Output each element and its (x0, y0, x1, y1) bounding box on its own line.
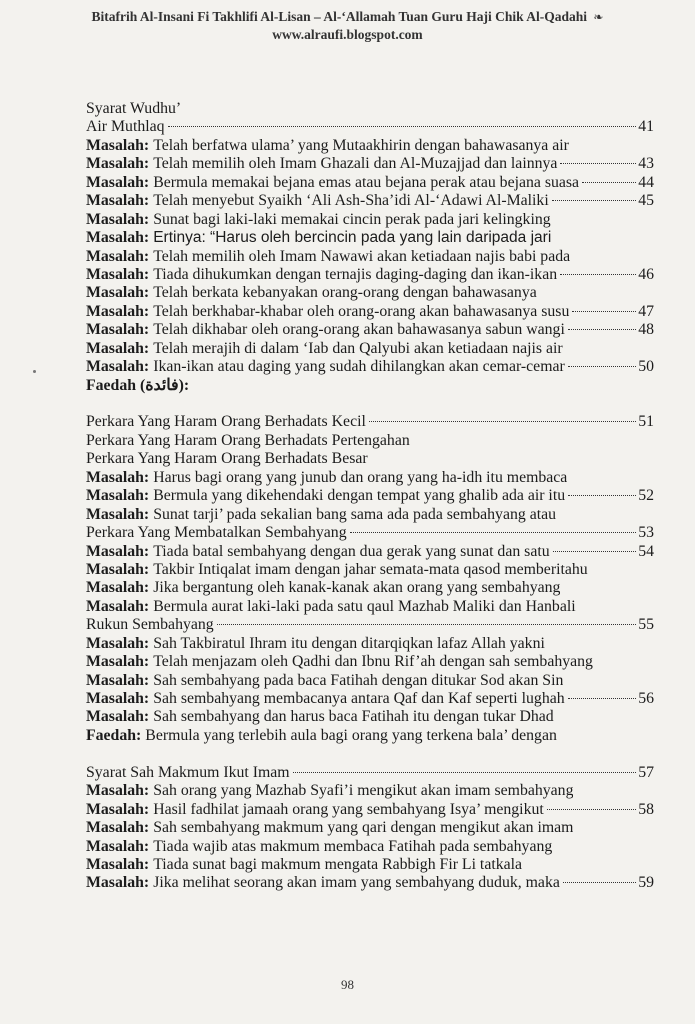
toc-entry (86, 838, 654, 856)
entry-label: Masalah: (86, 542, 150, 560)
entry-text (86, 838, 552, 856)
toc-entry (86, 174, 654, 192)
entry-title: Tiada batal sembahyang dengan dua gerak yang sunat dan satu (153, 542, 550, 560)
section-gap (86, 395, 654, 413)
toc-entry (86, 192, 654, 210)
dot-leader (369, 421, 636, 422)
toc-entry (86, 874, 654, 892)
entry-title: Hasil fadhilat jamaah orang yang sembahyang Isya’ mengikut (153, 800, 544, 818)
toc-entry (86, 155, 654, 173)
entry-label: Masalah: (86, 634, 150, 652)
entry-text (86, 100, 181, 118)
toc-entry (86, 358, 654, 376)
entry-text (86, 727, 557, 745)
book-title: Bitafrih Al-Insani Fi Takhlifi Al-Lisan – Al-‘Allamah Tuan Guru Haji Chik Al-Qadahi (91, 9, 588, 24)
entry-label: Masalah: (86, 247, 150, 265)
entry-page-number: 44 (638, 173, 654, 191)
dot-leader (560, 274, 636, 275)
toc-entry (86, 340, 654, 358)
entry-text (86, 874, 560, 892)
entry-title: Sah sembahyang dan harus baca Fatihah itu dengan tukar Dhad (153, 708, 554, 726)
entry-text (86, 174, 579, 192)
dot-leader (547, 809, 636, 810)
toc-entry (86, 248, 654, 266)
entry-text (86, 340, 563, 358)
entry-text (86, 524, 347, 542)
toc-entry (86, 598, 654, 616)
dot-leader (217, 624, 637, 625)
toc-entry (86, 506, 654, 524)
entry-label: Faedah (فائدة): (86, 376, 190, 394)
entry-title: Sah Takbiratul Ihram itu dengan ditarqiqkan lafaz Allah yakni (153, 634, 545, 652)
entry-text (86, 782, 573, 800)
entry-title: Perkara Yang Haram Orang Berhadats Pertengahan (86, 431, 410, 449)
entry-text (86, 284, 537, 302)
entry-label: Masalah: (86, 855, 150, 873)
toc-entry (86, 284, 654, 302)
entry-text (86, 321, 565, 339)
entry-page-number: 53 (638, 524, 654, 542)
entry-title: Syarat Wudhu’ (86, 100, 182, 117)
toc-entry (86, 764, 654, 782)
dot-leader (563, 882, 636, 883)
entry-label: Masalah: (86, 874, 150, 892)
entry-title: Bermula yang dikehendaki dengan tempat yang ghalib ada air itu (153, 487, 566, 505)
toc-entry (86, 819, 654, 837)
entry-label: Masalah: (86, 690, 150, 707)
entry-page-number: 59 (638, 874, 654, 892)
entry-text (86, 469, 567, 487)
toc-entry (86, 450, 654, 468)
entry-title: Telah berkhabar-khabar oleh orang-orang akan bahawasanya susu (153, 302, 570, 320)
entry-label: Masalah: (86, 173, 150, 191)
entry-page-number: 46 (638, 265, 654, 283)
entry-label: Masalah: (86, 671, 150, 689)
entry-title: Telah memilih oleh Imam Nawawi akan ketiadaan najis babi pada (153, 247, 571, 265)
entry-title: Tiada wajib atas makmum membaca Fatihah pada sembahyang (153, 837, 553, 855)
entry-title: Harus bagi orang yang junub dan orang yang ha-idh itu membaca (153, 468, 568, 486)
dot-leader (568, 366, 636, 367)
entry-label: Masalah: (86, 339, 150, 357)
toc-entry (86, 616, 654, 634)
scan-speck (33, 370, 36, 373)
entry-text (86, 303, 569, 321)
entry-label: Masalah: (86, 487, 150, 505)
entry-text (86, 561, 588, 579)
entry-title: Telah memilih oleh Imam Ghazali dan Al-Muzajjad dan lainnya (153, 155, 558, 173)
entry-text (86, 616, 214, 634)
toc-entry (86, 469, 654, 487)
entry-title: Jika melihat seorang akan imam yang sembahyang duduk, maka (153, 874, 560, 892)
entry-title: Bermula yang terlebih aula bagi orang yang terkena bala’ dengan (145, 726, 557, 744)
entry-text (86, 358, 565, 376)
entry-page-number: 50 (638, 358, 654, 376)
entry-title: Sah sembahyang pada baca Fatihah dengan ditukar Sod akan Sin (153, 671, 564, 689)
entry-page-number: 41 (638, 118, 654, 136)
toc-entry (86, 524, 654, 542)
entry-title: Ertinya: “Harus oleh bercincin pada yang lain daripada jari (153, 229, 552, 247)
entry-label: Masalah: (86, 800, 150, 818)
ornament-icon: ❧ (593, 10, 604, 24)
entry-text (86, 598, 576, 616)
entry-title: Telah menjazam oleh Qadhi dan Ibnu Rif’ah dengan sah sembahyang (153, 653, 593, 671)
dot-leader (568, 495, 636, 496)
toc-entry (86, 690, 654, 708)
blog-url: www.alraufi.blogspot.com (272, 27, 423, 42)
entry-title: Rukun Sembahyang (86, 616, 214, 634)
toc-entry (86, 211, 654, 229)
entry-label: Masalah: (86, 505, 150, 523)
toc-entry (86, 377, 654, 395)
entry-text (86, 229, 551, 247)
toc-entry (86, 727, 654, 745)
entry-label: Masalah: (86, 358, 150, 376)
dot-leader (582, 182, 636, 183)
toc-entry (86, 543, 654, 561)
entry-label: Masalah: (86, 468, 150, 486)
entry-title: Sunat bagi laki-laki memakai cincin perak pada jari kelingking (153, 210, 551, 228)
entry-title: Sah orang yang Mazhab Syafi’i mengikut akan imam sembahyang (153, 782, 574, 800)
entry-text (86, 708, 554, 726)
entry-text (86, 543, 550, 561)
entry-text (86, 432, 410, 450)
dot-leader (572, 311, 636, 312)
entry-label: Masalah: (86, 597, 150, 615)
entry-text (86, 211, 551, 229)
entry-title: Telah menyebut Syaikh ‘Ali Ash-Sha’idi Al-‘Adawi Al-Maliki (153, 192, 549, 210)
toc-entry (86, 229, 654, 247)
dot-leader (568, 329, 636, 330)
entry-page-number: 54 (638, 542, 654, 560)
entry-page-number: 48 (638, 321, 654, 339)
entry-label: Masalah: (86, 265, 150, 283)
entry-text (86, 155, 557, 173)
entry-page-number: 55 (638, 616, 654, 634)
entry-text (86, 413, 366, 431)
entry-title: Perkara Yang Membatalkan Sembahyang (86, 524, 347, 542)
entry-title: Air Muthlaq (86, 118, 165, 136)
toc-entry (86, 561, 654, 579)
toc-entry (86, 708, 654, 726)
table-of-contents (86, 100, 654, 893)
entry-label: Masalah: (86, 229, 150, 247)
entry-title: Bermula memakai bejana emas atau bejana perak atau bejana suasa (153, 173, 580, 191)
toc-entry (86, 672, 654, 690)
entry-text (86, 118, 165, 136)
entry-title: Ikan-ikan atau daging yang sudah dihilangkan akan cemar-cemar (153, 358, 565, 376)
entry-page-number: 43 (638, 155, 654, 173)
toc-entry (86, 487, 654, 505)
entry-label: Masalah: (86, 819, 150, 837)
entry-text (86, 635, 545, 653)
entry-text (86, 266, 557, 284)
page-number: 98 (341, 977, 354, 992)
entry-page-number: 47 (638, 302, 654, 320)
section-gap (86, 745, 654, 763)
entry-label: Faedah: (86, 726, 142, 744)
toc-entry (86, 413, 654, 431)
entry-title: Telah berkata kebanyakan orang-orang dengan bahawasanya (153, 284, 537, 302)
entry-text (86, 137, 569, 155)
entry-text (86, 690, 565, 708)
page-header (0, 8, 695, 43)
entry-title: Syarat Sah Makmum Ikut Imam (86, 763, 290, 781)
entry-title: Sunat tarji’ pada sekalian bang sama ada pada sembahyang atau (153, 505, 557, 523)
entry-text (86, 192, 549, 210)
entry-title: Perkara Yang Haram Orang Berhadats Kecil (86, 413, 366, 431)
entry-page-number: 52 (638, 487, 654, 505)
entry-label: Masalah: (86, 560, 150, 578)
entry-title: Tiada sunat bagi makmum mengata Rabbigh Fir Li tatkala (153, 855, 523, 873)
toc-entry (86, 782, 654, 800)
book-title-line (0, 8, 695, 26)
entry-text (86, 764, 290, 782)
dot-leader (552, 200, 636, 201)
entry-title: Telah merajih di dalam ‘Iab dan Qalyubi akan ketiadaan najis air (153, 339, 563, 357)
entry-title: Tiada dihukumkan dengan ternajis daging-daging dan ikan-ikan (153, 265, 558, 283)
toc-entry (86, 137, 654, 155)
entry-text (86, 248, 570, 266)
toc-entry (86, 266, 654, 284)
entry-label: Masalah: (86, 302, 150, 320)
toc-entry (86, 432, 654, 450)
entry-label: Masalah: (86, 837, 150, 855)
toc-entry (86, 118, 654, 136)
entry-label: Masalah: (86, 210, 150, 228)
toc-entry (86, 653, 654, 671)
entry-text (86, 856, 522, 874)
toc-entry (86, 303, 654, 321)
entry-title: Sah sembahyang makmum yang qari dengan mengikut akan imam (153, 819, 574, 837)
entry-text (86, 377, 193, 395)
toc-entry (86, 579, 654, 597)
entry-title: Jika bergantung oleh kanak-kanak akan orang yang sembahyang (153, 579, 561, 597)
entry-text (86, 672, 563, 690)
entry-label: Masalah: (86, 155, 150, 173)
entry-title: Telah berfatwa ulama’ yang Mutaakhirin dengan bahawasanya air (153, 136, 569, 154)
entry-title: Bermula aurat laki-laki pada satu qaul Mazhab Maliki dan Hanbali (153, 597, 576, 615)
dot-leader (350, 532, 637, 533)
dot-leader (168, 126, 637, 127)
entry-label: Masalah: (86, 579, 150, 597)
toc-entry (86, 856, 654, 874)
entry-text (86, 506, 556, 524)
entry-label: Masalah: (86, 192, 150, 210)
entry-title: Sah sembahyang membacanya antara Qaf dan Kaf seperti lughah (153, 690, 565, 707)
entry-text (86, 801, 544, 819)
entry-label: Masalah: (86, 782, 150, 800)
dot-leader (560, 163, 636, 164)
entry-text (86, 487, 565, 505)
entry-page-number: 45 (638, 192, 654, 210)
entry-text (86, 579, 560, 597)
entry-label: Masalah: (86, 653, 150, 671)
entry-label: Masalah: (86, 708, 150, 726)
entry-page-number: 57 (638, 763, 654, 781)
dot-leader (293, 772, 637, 773)
toc-entry (86, 801, 654, 819)
entry-label: Masalah: (86, 321, 150, 339)
entry-title: Perkara Yang Haram Orang Berhadats Besar (86, 450, 368, 468)
entry-page-number: 58 (638, 800, 654, 818)
toc-entry (86, 635, 654, 653)
entry-label: Masalah: (86, 284, 150, 302)
entry-text (86, 653, 593, 671)
entry-title: Telah dikhabar oleh orang-orang akan bahawasanya sabun wangi (153, 321, 565, 339)
toc-entry (86, 321, 654, 339)
entry-text (86, 819, 573, 837)
toc-entry (86, 100, 654, 118)
entry-page-number: 56 (638, 690, 654, 707)
dot-leader (568, 698, 637, 699)
entry-title: Takbir Intiqalat imam dengan jahar semata-mata qasod memberitahu (153, 560, 588, 578)
entry-text (86, 450, 368, 468)
entry-label: Masalah: (86, 136, 150, 154)
dot-leader (553, 551, 637, 552)
entry-page-number: 51 (638, 413, 654, 431)
